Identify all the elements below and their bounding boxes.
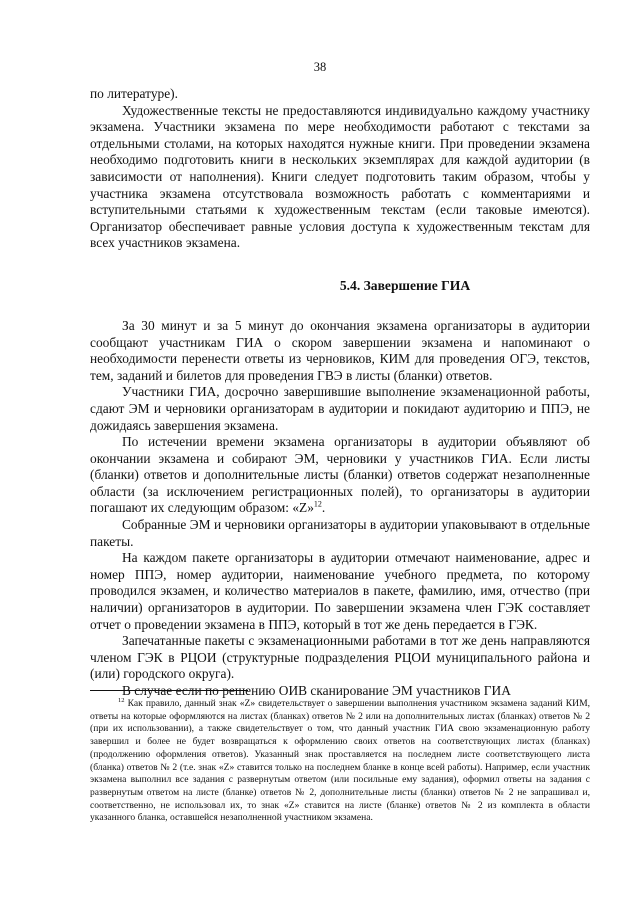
section-heading: 5.4. Завершение ГИА <box>339 277 471 293</box>
paragraph-exam-end-period: . <box>321 500 326 516</box>
paragraph-packing: Собранные ЭМ и черновики организаторы в аудитории упаковывают в отдельные пакеты. <box>90 517 590 549</box>
paragraph-exam-end-text: По истечении времени экзамена организаторы в аудитории объявляют об окончании экзамена и собирают ЭМ, черновики у участников ГИА. Если листы (бланки) ответов и дополнительные листы (бланки) ответов содержат незаполненные области (за исключением регистрационных полей), то организаторы в аудитории погашают их следующим образом: «Z» <box>90 434 590 516</box>
document-body <box>90 86 590 700</box>
paragraph-time-warning: За 30 минут и за 5 минут до окончания экзамена организаторы в аудитории сообщают участникам ГИА о скором завершении экзамена и напоминают о необходимости перенести ответы из черновиков, КИМ для проведения ОГЭ, текстов, тем, заданий и билетов для проведения ГВЭ в листы (бланки) ответов. <box>90 317 590 383</box>
page-number: 38 <box>313 60 327 74</box>
paragraph-early-finish: Участники ГИА, досрочно завершившие выполнение экзаменационной работы, сдают ЭМ и черновики организаторам в аудитории и покидают аудиторию и ППЭ, не дожидаясь завершения экзамена. <box>90 384 590 433</box>
footnote-text: Как правило, данный знак «Z» свидетельствует о завершении выполнения участником экзамена заданий КИМ, ответы на которые оформляются на листах (бланках) ответов № 2 или на дополнительных листах (бланках) ответов № 2 (при их использовании), а также свидетельствует о том, что данный участник ГИА свою экзаменационную работу завершил и более не будет возвращаться к оформлению своих ответов на соответствующих листах (бланках) (продолжению оформления ответов). Указанный знак проставляется на последнем листе соответствующего листа (бланка) ответов № 2 (т.е. знак «Z» ставится только на последнем бланке в конце всей работы). Например, если участник экзамена выполнил все задания с развернутым ответом (или посильные ему задания), оформил ответы на задания с развернутым ответом на листе (бланке) ответов № 2, дополнительные листы (бланки) ответов № 2 не запрашивал и, соответственно, не использовал их, то знак «Z» ставится на листе (бланке) ответов № 2 из комплекта в области указанного бланка, оставшейся незаполненной участником экзамена. <box>90 698 590 824</box>
paragraph-sealed-packages: Запечатанные пакеты с экзаменационными работами в тот же день направляются членом ГЭК в РЦОИ (структурные подразделения РЦОИ муниципального района и (или) городского округа). <box>90 633 590 682</box>
footnote <box>90 698 590 825</box>
footnote-reference: 12 <box>313 500 322 509</box>
paragraph-scanning: В случае если по решению ОИВ сканирование ЭМ участников ГИА <box>122 683 511 698</box>
footnote-divider <box>90 690 248 691</box>
paragraph-package-labels: На каждом пакете организаторы в аудитории отмечают наименование, адрес и номер ППЭ, номер аудитории, наименование учебного предмета, по которому проводился экзамен, и количество материалов в пакете, фамилию, имя, отчество (при наличии) организаторов в аудитории. По завершении экзамена член ГЭК составляет отчет о проведении экзамена в ППЭ, который в тот же день передается в ГЭК. <box>90 550 590 632</box>
paragraph-exam-end <box>90 434 590 517</box>
paragraph-literary-texts: Художественные тексты не предоставляются индивидуально каждому участнику экзамена. Участники экзамена по мере необходимости работают с текстами за отдельными столами, на которых находятся нужные книги. При проведении экзамена необходимо подготовить книги в нескольких экземплярах для каждой аудитории (в зависимости от наполнения). Книги следует подготовить таким образом, чтобы у участника экзамена отсутствовала возможность работать с комментариями и вступительными статьями к художественным текстам (если таковые имеются). Организатор обеспечивает равные условия доступа к художественным текстам для всех участников экзамена. <box>90 102 590 251</box>
paragraph-continued: по литературе). <box>90 86 178 101</box>
footnote-mark: 12 <box>118 696 125 704</box>
